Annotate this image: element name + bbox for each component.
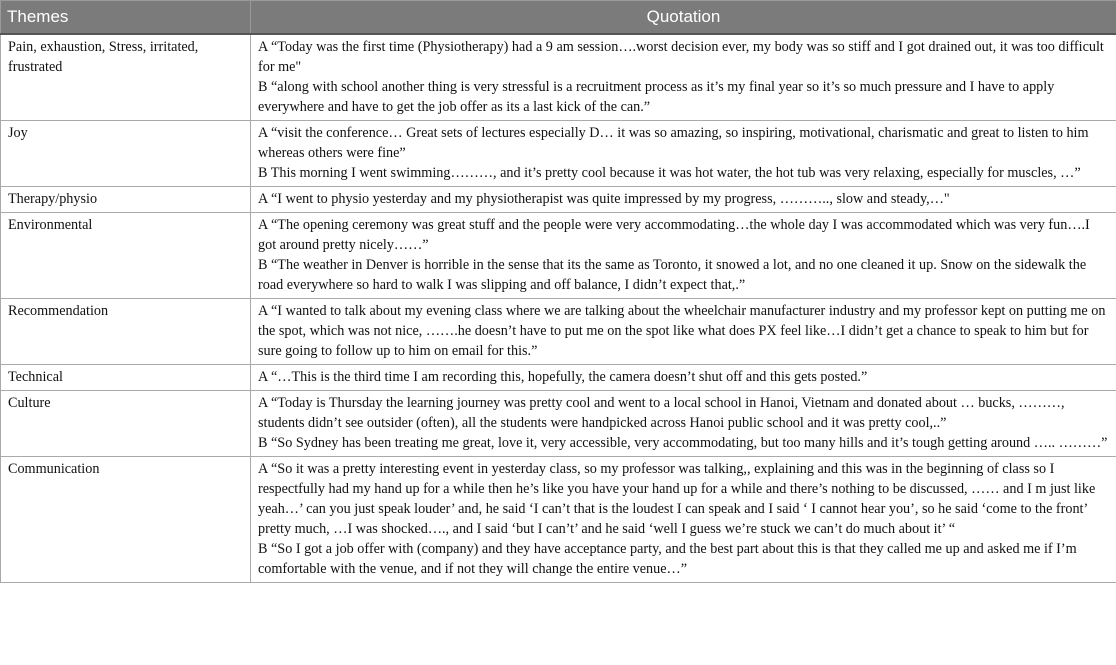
quotation-text: A “I wanted to talk about my evening class where we are talking about the wheelchair manufacturer industry and my professor kept on putting me on the spot, which was not nice, …….he doesn’t have to put me on the spot like what does PX feel like…I didn’t get a chance to speak to him but for sure going to follow up to him on email for this.”	[258, 303, 1106, 359]
table-row	[1, 121, 1116, 187]
table-row	[1, 457, 1116, 583]
theme-cell: Environmental	[1, 213, 251, 299]
table-row	[1, 34, 1116, 121]
quotation-text: A “visit the conference… Great sets of lectures especially D… it was so amazing, so inspiring, motivational, charismatic and great to listen to him whereas others were fine”	[258, 125, 1089, 161]
quotation-text: B “So I got a job offer with (company) and they have acceptance party, and the best part about this is that they called me up and asked me if I’m comfortable with the venue, and if not they will change the entire venue…”	[258, 541, 1077, 577]
theme-cell: Pain, exhaustion, Stress, irritated, frustrated	[1, 34, 251, 121]
theme-cell: Culture	[1, 391, 251, 457]
quotation-cell	[251, 34, 1116, 121]
quotation-text: B “along with school another thing is very stressful is a recruitment process as it’s my final year so it’s so much pressure and I have to apply everywhere and have to get the job offer as its a last kick of the can.”	[258, 79, 1055, 115]
theme-cell: Therapy/physio	[1, 187, 251, 213]
column-header-quotation: Quotation	[251, 1, 1116, 35]
quotation-cell	[251, 365, 1116, 391]
quotation-text: A “…This is the third time I am recording this, hopefully, the camera doesn’t shut off and this gets posted.”	[258, 369, 868, 385]
header-row	[1, 1, 1116, 35]
table-row	[1, 213, 1116, 299]
quotation-text: A “So it was a pretty interesting event in yesterday class, so my professor was talking,, explaining and this was in the beginning of class so I respectfully had my hand up for a while then he’s like you have your hand up for a while and there’s nothing to be discussed, …… and I m just like yeah…’ can you just speak louder’ and, he said ‘I can’t that is the loudest I can speak and I said ‘ I cannot hear you’, so he said ‘come to the front’ pretty much, …I was shocked…., and I said ‘but I can’t’ and he said ‘well I guess we’re stuck we can’t do much about it’ “	[258, 461, 1096, 537]
table-row	[1, 365, 1116, 391]
table-body	[1, 34, 1116, 583]
quotation-text: A “Today was the first time (Physiotherapy) had a 9 am session….worst decision ever, my body was so stiff and I got drained out, it was too difficult for me"	[258, 39, 1104, 75]
theme-cell: Communication	[1, 457, 251, 583]
table-row	[1, 187, 1116, 213]
quotation-cell	[251, 299, 1116, 365]
table-row	[1, 391, 1116, 457]
quotation-text: B This morning I went swimming………, and it’s pretty cool because it was hot water, the hot tub was very relaxing, especially for muscles, …”	[258, 165, 1081, 181]
quotation-text: B “The weather in Denver is horrible in the sense that its the same as Toronto, it snowed a lot, and no one cleaned it up. Snow on the sidewalk the road everywhere so hard to walk I was slipping and off balance, I didn’t expect that,.”	[258, 257, 1087, 293]
quotation-cell	[251, 187, 1116, 213]
quotation-cell	[251, 391, 1116, 457]
table-row	[1, 299, 1116, 365]
theme-cell: Recommendation	[1, 299, 251, 365]
quotation-cell	[251, 121, 1116, 187]
quotation-cell	[251, 213, 1116, 299]
quotation-text: B “So Sydney has been treating me great, love it, very accessible, very accommodating, but too many hills and it’s tough getting around ….. ………”	[258, 435, 1108, 451]
column-header-themes: Themes	[1, 1, 251, 35]
quotation-text: A “Today is Thursday the learning journey was pretty cool and went to a local school in Hanoi, Vietnam and donated about … bucks, ………, students didn’t see outsider (often), all the students were handpicked across Hanoi public school and it was pretty cool,..”	[258, 395, 1065, 431]
quotation-text: A “I went to physio yesterday and my physiotherapist was quite impressed by my progress, ……….., slow and steady,…"	[258, 191, 950, 207]
theme-cell: Technical	[1, 365, 251, 391]
theme-cell: Joy	[1, 121, 251, 187]
quotation-text: A “The opening ceremony was great stuff and the people were very accommodating…the whole day I was accommodated which was very fun….I got around pretty nicely……”	[258, 217, 1090, 253]
quotation-cell	[251, 457, 1116, 583]
